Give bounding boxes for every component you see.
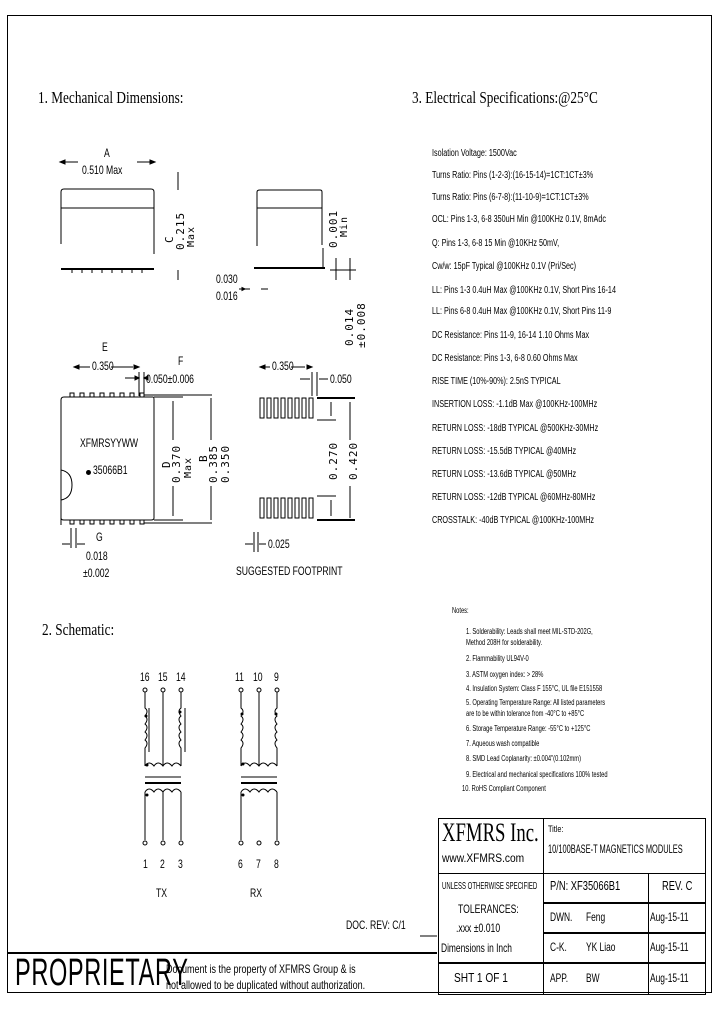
spec-line: RETURN LOSS: -18dB TYPICAL @500KHz-30MHz bbox=[432, 423, 599, 434]
spec-line: RETURN LOSS: -12dB TYPICAL @60MHz-80MHz bbox=[432, 492, 596, 503]
dim-e-value: 0.350 bbox=[92, 359, 114, 373]
note-item: 1. Solderability: Leads shall meet MIL-STD-202G, bbox=[466, 627, 593, 636]
checked-date: Aug-15-11 bbox=[650, 940, 689, 954]
dim-g-value2: ±0.002 bbox=[83, 566, 110, 580]
spec-line: Turns Ratio: Pins (1-2-3):(16-15-14)=1CT:1CT±3% bbox=[432, 170, 594, 181]
footprint-caption: SUGGESTED FOOTPRINT bbox=[236, 564, 343, 578]
transformer-schematic bbox=[143, 688, 279, 845]
rx-label: RX bbox=[250, 886, 263, 900]
dim-g-value1: 0.018 bbox=[86, 549, 108, 563]
rx-top-pin-10: 10 bbox=[253, 670, 263, 684]
part-number: P/N: XF35066B1 bbox=[550, 878, 621, 893]
spec-line: RETURN LOSS: -13.6dB TYPICAL @50MHz bbox=[432, 469, 577, 480]
drawn-role: DWN. bbox=[550, 910, 573, 924]
note-item: 6. Storage Temperature Range: -55°C to +125°C bbox=[466, 724, 591, 733]
sheet-number: SHT 1 OF 1 bbox=[454, 970, 508, 985]
dim-f-value: 0.050±0.006 bbox=[146, 372, 194, 386]
rx-top-pin-11: 11 bbox=[235, 670, 244, 684]
dim-d-label: D bbox=[160, 460, 173, 468]
note-item: 7. Aqueous wash compatible bbox=[466, 739, 540, 748]
spec-line: Q: Pins 1-3, 6-8 15 Min @10KHz 50mV, bbox=[432, 238, 560, 249]
package-marking-line1: XFMRSYYWW bbox=[80, 436, 139, 450]
dim-d-value: 0.370 bbox=[170, 444, 183, 483]
proprietary-word: PROPRIETARY bbox=[15, 952, 189, 994]
dim-b-value1: 0.385 bbox=[207, 444, 220, 483]
note-item: 2. Flammability UL94V-0 bbox=[466, 654, 529, 663]
dim-c-suffix: Max bbox=[186, 225, 197, 247]
title-value: 10/100BASE-T MAGNETICS MODULES bbox=[548, 842, 683, 856]
tolerances-label: TOLERANCES: bbox=[458, 902, 519, 916]
spec-line: Cw/w: 15pF Typical @100KHz 0.1V (Pri/Sec) bbox=[432, 261, 577, 272]
title-label: Title: bbox=[548, 824, 564, 834]
company-website[interactable]: www.XFMRS.com bbox=[442, 851, 525, 865]
dim-c-value: 0.215 bbox=[174, 211, 187, 250]
drawn-date: Aug-15-11 bbox=[650, 910, 689, 924]
rx-bottom-pin-6: 6 bbox=[238, 857, 243, 871]
note-item: 3. ASTM oxygen index: > 28% bbox=[466, 670, 544, 679]
dim-f-label: F bbox=[178, 354, 184, 368]
tx-label: TX bbox=[156, 886, 168, 900]
side-min-suffix: Min bbox=[339, 215, 350, 237]
note-item: 10. RoHS Compliant Component bbox=[462, 784, 546, 793]
proprietary-line1: Document is the property of XFMRS Group & is bbox=[166, 962, 356, 976]
checked-name: YK Liao bbox=[586, 940, 616, 954]
spec-line: DC Resistance: Pins 11-9, 16-14 1.10 Ohms Max bbox=[432, 330, 590, 341]
note-item: 5. Operating Temperature Range: All listed parameters bbox=[466, 698, 606, 707]
side-min-value: 0.001 bbox=[327, 209, 340, 248]
lead-top-value: 0.030 bbox=[216, 272, 238, 286]
note-item: are to be within tolerance from -40°C to +85°C bbox=[466, 709, 585, 718]
dim-e-label: E bbox=[102, 340, 108, 354]
note-item: 4. Insulation System: Class F 155°C, UL file E151558 bbox=[466, 684, 603, 693]
spec-line: RETURN LOSS: -15.5dB TYPICAL @40MHz bbox=[432, 446, 577, 457]
tx-top-pin-16: 16 bbox=[140, 670, 150, 684]
approved-date: Aug-15-11 bbox=[650, 971, 689, 985]
lead-thickness-top: 0.014 bbox=[343, 307, 356, 346]
pin1-dot-icon bbox=[86, 470, 91, 475]
note-item: 9. Electrical and mechanical specifications 100% tested bbox=[466, 770, 608, 779]
note-item: 8. SMD Lead Coplanarity: ±0.004"(0.102mm) bbox=[466, 754, 582, 763]
unless-otherwise-specified: UNLESS OTHERWISE SPECIFIED bbox=[442, 881, 538, 892]
spec-line: LL: Pins 6-8 0.4uH Max @100KHz 0.1V, Short Pins 11-9 bbox=[432, 306, 612, 317]
footprint-width: 0.350 bbox=[272, 359, 294, 373]
tx-top-pin-15: 15 bbox=[158, 670, 168, 684]
checked-role: C-K. bbox=[550, 940, 567, 954]
tolerance-value: .xxx ±0.010 bbox=[456, 921, 501, 935]
drawn-name: Feng bbox=[586, 910, 606, 924]
revision: REV. C bbox=[662, 878, 693, 893]
rx-top-pin-9: 9 bbox=[274, 670, 279, 684]
dim-d-suffix: Max bbox=[183, 456, 194, 478]
package-marking-line2: 35066B1 bbox=[93, 463, 128, 477]
spec-line: CROSSTALK: -40dB TYPICAL @100KHz-100MHz bbox=[432, 515, 595, 526]
schematic-heading: 2. Schematic: bbox=[42, 620, 115, 639]
rx-bottom-pin-7: 7 bbox=[256, 857, 261, 871]
electrical-specs-heading: 3. Electrical Specifications:@25°C bbox=[412, 88, 598, 107]
dim-b-label: B bbox=[197, 454, 210, 462]
tx-top-pin-14: 14 bbox=[176, 670, 186, 684]
tx-bottom-pin-1: 1 bbox=[143, 857, 148, 871]
spec-line: Turns Ratio: Pins (6-7-8):(11-10-9)=1CT:1CT±3% bbox=[432, 192, 589, 203]
note-item: Method 208H for solderability. bbox=[466, 638, 543, 647]
spec-line: Isolation Voltage: 1500Vac bbox=[432, 148, 517, 159]
footprint-pad: 0.025 bbox=[268, 537, 290, 551]
spec-line: LL: Pins 1-3 0.4uH Max @100KHz 0.1V, Short Pins 16-14 bbox=[432, 285, 616, 296]
proprietary-line2: not allowed to be duplicated without authorization. bbox=[166, 978, 366, 992]
mechanical-dimensions-heading: 1. Mechanical Dimensions: bbox=[38, 88, 184, 107]
notes-title: Notes: bbox=[452, 606, 469, 615]
spec-line: INSERTION LOSS: -1.1dB Max @100KHz-100MHz bbox=[432, 399, 598, 410]
dim-g-label: G bbox=[96, 530, 103, 544]
spec-line: DC Resistance: Pins 1-3, 6-8 0.60 Ohms Max bbox=[432, 353, 578, 364]
dim-c-label: C bbox=[163, 235, 176, 243]
lead-thickness-bottom: ±0.008 bbox=[355, 302, 368, 348]
footprint-pitch: 0.050 bbox=[330, 372, 352, 386]
dim-b-value2: 0.350 bbox=[219, 444, 232, 483]
company-name: XFMRS Inc. bbox=[442, 818, 539, 847]
footprint-inner: 0.270 bbox=[327, 441, 340, 480]
rx-bottom-pin-8: 8 bbox=[274, 857, 279, 871]
spec-line: OCL: Pins 1-3, 6-8 350uH Min @100KHz 0.1V, 8mAdc bbox=[432, 214, 606, 225]
tx-bottom-pin-3: 3 bbox=[178, 857, 183, 871]
approved-name: BW bbox=[586, 971, 600, 985]
tx-bottom-pin-2: 2 bbox=[160, 857, 165, 871]
dimensions-unit: Dimensions in Inch bbox=[441, 941, 512, 955]
spec-line: RISE TIME (10%-90%): 2.5nS TYPICAL bbox=[432, 376, 561, 387]
dim-a-value: 0.510 Max bbox=[82, 163, 123, 177]
doc-revision: DOC. REV: C/1 bbox=[346, 918, 406, 932]
dim-a-label: A bbox=[104, 146, 110, 160]
footprint-outer: 0.420 bbox=[347, 441, 360, 480]
approved-role: APP. bbox=[550, 971, 569, 985]
lead-bottom-value: 0.016 bbox=[216, 289, 238, 303]
